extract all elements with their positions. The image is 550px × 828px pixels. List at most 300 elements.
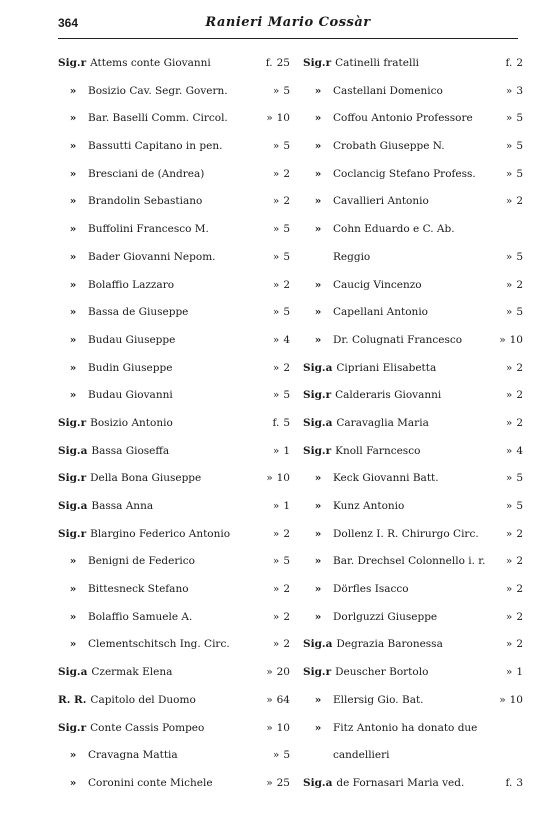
donor-name: Blargino Federico Antonio: [90, 527, 231, 540]
donation-amount: [260, 413, 290, 433]
currency-mark: »: [266, 776, 273, 789]
donation-amount: [493, 219, 523, 239]
amount-value: 2: [283, 278, 290, 291]
donor-entry: [58, 330, 290, 358]
donation-amount: [260, 219, 290, 239]
page-number: 364: [58, 16, 79, 30]
title-prefix: »: [69, 223, 77, 236]
currency-mark: »: [505, 84, 513, 97]
donor-name: Reggio: [333, 250, 371, 263]
amount-value: 2: [516, 195, 523, 208]
donor-entry: [303, 496, 523, 524]
title-prefix: Sig.r: [58, 527, 87, 540]
donor-name: Attems conte Giovanni: [90, 57, 211, 69]
donation-amount: [493, 468, 523, 488]
donor-name: Crobath Giuseppe N.: [333, 140, 445, 153]
donation-amount: [260, 690, 290, 710]
donation-amount: [493, 662, 523, 682]
donation-amount: [260, 496, 290, 516]
amount-value: 2: [283, 610, 290, 623]
currency-mark: »: [505, 583, 513, 596]
title-prefix: »: [69, 638, 77, 651]
currency-mark: »: [505, 555, 513, 568]
title-prefix: »: [69, 555, 77, 568]
donation-amount: [493, 524, 523, 544]
donor-name: Bassa Gioseffa: [91, 444, 170, 457]
amount-value: 2: [516, 389, 523, 402]
title-prefix: Sig.a: [58, 666, 88, 679]
amount-value: 2: [283, 361, 290, 374]
amount-value: 5: [283, 389, 290, 402]
amount-value: 5: [283, 250, 290, 263]
donation-amount: [260, 275, 290, 295]
donation-amount: [260, 468, 290, 488]
amount-value: 5: [516, 167, 523, 180]
donation-amount: [493, 607, 523, 627]
donor-entry: [303, 634, 523, 662]
currency-mark: »: [505, 527, 513, 540]
donor-entry: [58, 358, 290, 386]
header-rule: [58, 38, 518, 39]
donation-amount: [260, 441, 290, 461]
amount-value: 20: [276, 666, 290, 679]
donor-entry: [303, 247, 523, 275]
donor-name: Bittesneck Stefano: [88, 583, 189, 596]
donor-entry: [58, 634, 290, 662]
donor-entry: [58, 247, 290, 275]
donor-name: Ellersig Gio. Bat.: [333, 693, 424, 706]
amount-value: 5: [283, 84, 290, 97]
donor-name: Cohn Eduardo e C. Ab.: [333, 223, 455, 236]
donor-entry: [303, 108, 523, 136]
donation-amount: [493, 718, 523, 738]
title-prefix: »: [314, 195, 322, 208]
donation-amount: [260, 164, 290, 184]
title-prefix: Sig.a: [303, 416, 333, 429]
amount-value: 4: [516, 444, 523, 457]
title-prefix: R. R.: [58, 693, 87, 706]
donor-entry: [303, 468, 523, 496]
title-prefix: Sig.a: [58, 500, 88, 512]
donor-entry: [58, 579, 290, 607]
currency-mark: »: [505, 278, 513, 291]
currency-mark: »: [272, 250, 280, 263]
amount-value: 5: [283, 555, 290, 568]
currency-mark: »: [272, 500, 280, 512]
currency-mark: [519, 749, 523, 761]
currency-mark: »: [266, 666, 273, 679]
donor-name: Fitz Antonio ha donato due: [333, 721, 478, 734]
amount-value: 5: [283, 416, 290, 429]
title-prefix: »: [69, 278, 77, 291]
amount-value: 5: [516, 250, 523, 263]
donor-name: Bresciani de (Andrea): [88, 167, 205, 180]
donor-entry: [303, 302, 523, 330]
title-prefix: »: [69, 776, 77, 789]
donor-name: Buffolini Francesco M.: [88, 223, 209, 236]
currency-mark: »: [272, 361, 280, 374]
amount-value: 5: [516, 306, 523, 319]
title-prefix: »: [314, 333, 322, 346]
donor-name: Dorlguzzi Giuseppe: [333, 610, 438, 623]
currency-mark: »: [505, 610, 513, 623]
currency-mark: »: [266, 693, 273, 706]
amount-value: 10: [509, 333, 523, 346]
donor-name: Bosizio Cav. Segr. Govern.: [88, 84, 228, 97]
amount-value: 2: [283, 195, 290, 208]
currency-mark: »: [272, 195, 280, 208]
currency-mark: »: [272, 610, 280, 623]
donor-entry: [58, 302, 290, 330]
donation-amount: [493, 108, 523, 128]
donor-entry: [303, 136, 523, 164]
donation-amount: [260, 718, 290, 738]
currency-mark: »: [505, 140, 513, 153]
donor-name: Bar. Drechsel Colonnello i. r.: [333, 555, 486, 568]
donation-amount: [493, 634, 523, 654]
amount-value: 1: [283, 444, 290, 457]
amount-value: 5: [283, 223, 290, 236]
title-prefix: »: [314, 721, 322, 734]
donor-name: Coronini conte Michele: [88, 776, 213, 789]
title-prefix: »: [69, 333, 77, 346]
currency-mark: »: [272, 527, 280, 540]
donation-amount: [493, 275, 523, 295]
donor-entry: [58, 496, 290, 524]
amount-value: 10: [276, 112, 290, 125]
title-prefix: »: [314, 84, 322, 97]
amount-value: 1: [516, 666, 523, 679]
donation-amount: [260, 745, 290, 765]
donor-name: Budin Giuseppe: [88, 361, 173, 374]
currency-mark: »: [505, 167, 513, 180]
donor-name: Keck Giovanni Batt.: [333, 472, 439, 485]
donation-amount: [493, 358, 523, 378]
donation-amount: [260, 81, 290, 101]
donor-entry: [303, 745, 523, 773]
donation-amount: [260, 191, 290, 211]
amount-value: 5: [283, 749, 290, 762]
donor-name: Della Bona Giuseppe: [90, 472, 202, 485]
title-prefix: »: [314, 555, 322, 568]
donor-entry: [303, 358, 523, 386]
donor-name: Bassutti Capitano in pen.: [88, 140, 223, 153]
donation-amount: [260, 330, 290, 350]
currency-mark: »: [266, 112, 273, 125]
donation-amount: [260, 551, 290, 571]
title-prefix: »: [69, 389, 77, 402]
donor-name: Knoll Farncesco: [335, 444, 421, 457]
donor-name: Castellani Domenico: [333, 84, 443, 97]
left-column: [58, 53, 290, 801]
title-prefix: »: [69, 195, 77, 208]
donation-amount: [493, 247, 523, 267]
amount-value: 5: [516, 500, 523, 512]
currency-mark: »: [505, 444, 513, 457]
amount-value: 2: [516, 638, 523, 651]
donor-name: Cipriani Elisabetta: [336, 361, 437, 374]
donor-entry: [58, 413, 290, 441]
donor-name: Bosizio Antonio: [90, 416, 173, 429]
donor-entry: [303, 773, 523, 801]
amount-value: 2: [516, 361, 523, 374]
amount-value: 3: [516, 776, 523, 789]
currency-mark: »: [505, 112, 513, 125]
donation-amount: [493, 551, 523, 571]
title-prefix: »: [314, 583, 322, 596]
donation-amount: [260, 634, 290, 654]
amount-value: 2: [283, 638, 290, 651]
amount-value: 2: [516, 416, 523, 429]
donation-amount: [260, 524, 290, 544]
currency-mark: »: [266, 721, 273, 734]
title-prefix: Sig.r: [303, 444, 332, 457]
donor-entry: [58, 524, 290, 552]
donor-name: Benigni de Federico: [88, 555, 195, 568]
currency-mark: »: [272, 583, 280, 596]
donation-amount: [493, 302, 523, 322]
amount-value: 2: [516, 583, 523, 596]
currency-mark: f.: [272, 416, 280, 429]
donor-name: Conte Cassis Pompeo: [90, 721, 205, 734]
currency-mark: »: [272, 389, 280, 402]
donor-entry: [58, 745, 290, 773]
title-prefix: »: [314, 167, 322, 180]
currency-mark: f.: [505, 57, 513, 69]
amount-value: 10: [276, 721, 290, 734]
donor-name: Czermak Elena: [91, 666, 173, 679]
donor-entry: [58, 773, 290, 801]
title-prefix: »: [314, 500, 322, 512]
donor-entry: [58, 191, 290, 219]
title-prefix: Sig.r: [58, 721, 87, 734]
donor-entry: [303, 718, 523, 746]
donor-entry: [58, 164, 290, 192]
donor-name: Capellani Antonio: [333, 306, 428, 319]
currency-mark: »: [272, 749, 280, 762]
donation-amount: [493, 773, 523, 793]
donor-entry: [303, 164, 523, 192]
donation-amount: [260, 385, 290, 405]
currency-mark: »: [505, 250, 513, 263]
amount-value: 2: [516, 555, 523, 568]
donor-name: Deuscher Bortolo: [335, 666, 429, 679]
donation-amount: [260, 108, 290, 128]
title-prefix: »: [314, 527, 322, 540]
donation-amount: [260, 773, 290, 793]
donor-entry: [303, 81, 523, 109]
currency-mark: »: [505, 500, 513, 512]
donor-entry: [303, 551, 523, 579]
donor-entry: [58, 385, 290, 413]
donor-name: Caucig Vincenzo: [333, 278, 422, 291]
title-prefix: »: [314, 140, 322, 153]
donation-amount: [493, 496, 523, 516]
title-prefix: »: [314, 278, 322, 291]
amount-value: 5: [516, 140, 523, 153]
currency-mark: »: [272, 306, 280, 319]
title-prefix: »: [314, 610, 322, 623]
title-prefix: Sig.r: [58, 416, 87, 429]
amount-value: 64: [276, 693, 290, 706]
donation-amount: [493, 413, 523, 433]
title-prefix: »: [69, 140, 77, 153]
title-prefix: Sig.r: [303, 389, 332, 402]
donation-amount: [260, 247, 290, 267]
donor-name: Clementschitsch Ing. Circ.: [88, 638, 230, 651]
donor-name: Catinelli fratelli: [335, 57, 420, 69]
currency-mark: [519, 223, 523, 235]
donor-entry: [58, 81, 290, 109]
title-prefix: Sig.a: [58, 444, 88, 457]
donor-name: Bolaffio Lazzaro: [88, 278, 175, 291]
amount-value: 5: [516, 112, 523, 125]
title-prefix: Sig.r: [58, 57, 87, 69]
donor-name: Budau Giuseppe: [88, 333, 176, 346]
title-prefix: »: [314, 223, 322, 236]
currency-mark: »: [272, 555, 280, 568]
title-prefix: »: [314, 112, 322, 125]
currency-mark: »: [272, 444, 280, 457]
donation-amount: [493, 745, 523, 765]
donation-amount: [493, 136, 523, 156]
currency-mark: »: [505, 416, 513, 429]
title-prefix: »: [69, 749, 77, 762]
currency-mark: f.: [505, 776, 513, 789]
currency-mark: »: [499, 333, 506, 346]
title-prefix: »: [69, 84, 77, 97]
donor-name: Bar. Baselli Comm. Circol.: [88, 112, 228, 125]
donation-amount: [260, 53, 290, 73]
amount-value: 2: [516, 610, 523, 623]
donor-name: Kunz Antonio: [333, 500, 405, 512]
donation-amount: [260, 302, 290, 322]
currency-mark: »: [272, 84, 280, 97]
donor-entry: [303, 191, 523, 219]
amount-value: 5: [283, 140, 290, 153]
donor-name: Caravaglia Maria: [336, 416, 429, 429]
currency-mark: »: [505, 306, 513, 319]
currency-mark: »: [272, 278, 280, 291]
donor-name: candellieri: [333, 749, 390, 762]
title-prefix: »: [69, 610, 77, 623]
donation-amount: [493, 579, 523, 599]
donor-name: Dörfles Isacco: [333, 583, 409, 596]
amount-value: 10: [509, 693, 523, 706]
amount-value: 4: [283, 333, 290, 346]
currency-mark: »: [505, 666, 513, 679]
donor-entry: [303, 219, 523, 247]
title-prefix: »: [314, 306, 322, 319]
donor-name: Brandolin Sebastiano: [88, 195, 203, 208]
amount-value: 2: [283, 527, 290, 540]
amount-value: 2: [283, 167, 290, 180]
title-prefix: »: [69, 250, 77, 263]
donor-entry: [58, 662, 290, 690]
currency-mark: »: [272, 638, 280, 651]
donor-entry: [303, 607, 523, 635]
title-prefix: »: [69, 306, 77, 319]
donation-amount: [493, 441, 523, 461]
donor-name: Dollenz I. R. Chirurgo Circ.: [333, 527, 479, 540]
currency-mark: »: [505, 389, 513, 402]
currency-mark: [519, 722, 523, 734]
currency-mark: »: [499, 693, 506, 706]
title-prefix: Sig.r: [58, 472, 87, 485]
donor-entry: [303, 330, 523, 358]
running-title: Ranieri Mario Cossàr: [205, 15, 371, 30]
currency-mark: »: [272, 140, 280, 153]
title-prefix: »: [69, 167, 77, 180]
title-prefix: Sig.a: [303, 776, 333, 789]
donor-name: Bader Giovanni Nepom.: [88, 250, 216, 263]
currency-mark: »: [505, 638, 513, 651]
currency-mark: »: [272, 167, 280, 180]
donation-amount: [493, 690, 523, 710]
amount-value: 2: [516, 278, 523, 291]
donation-amount: [260, 358, 290, 378]
donor-entry: [303, 690, 523, 718]
donor-entry: [58, 219, 290, 247]
donation-amount: [493, 81, 523, 101]
donor-entry: [58, 468, 290, 496]
donor-entry: [58, 607, 290, 635]
donor-entry: [303, 579, 523, 607]
donor-entry: [58, 718, 290, 746]
donor-entry: [303, 441, 523, 469]
donation-amount: [493, 385, 523, 405]
right-column: [303, 53, 523, 801]
donor-entry: [58, 53, 290, 81]
currency-mark: »: [266, 472, 273, 485]
donation-amount: [493, 53, 523, 73]
amount-value: 10: [276, 472, 290, 485]
donor-name: Cravagna Mattia: [88, 749, 178, 762]
donor-name: Cavallieri Antonio: [333, 195, 429, 208]
amount-value: 5: [283, 306, 290, 319]
donation-amount: [260, 662, 290, 682]
title-prefix: »: [314, 472, 322, 485]
amount-value: 1: [283, 500, 290, 512]
currency-mark: »: [272, 333, 280, 346]
currency-mark: »: [505, 195, 513, 208]
donation-amount: [260, 607, 290, 627]
title-prefix: Sig.r: [303, 57, 332, 69]
donor-name: Bassa de Giuseppe: [88, 306, 189, 319]
donor-entry: [58, 690, 290, 718]
amount-value: 25: [276, 776, 290, 789]
donor-entry: [303, 53, 523, 81]
amount-value: 2: [516, 57, 523, 69]
donor-entry: [303, 385, 523, 413]
amount-value: 3: [516, 84, 523, 97]
donor-name: Budau Giovanni: [88, 389, 173, 402]
title-prefix: Sig.a: [303, 361, 333, 374]
title-prefix: »: [69, 583, 77, 596]
amount-value: 2: [283, 583, 290, 596]
amount-value: 5: [516, 472, 523, 485]
donor-name: Calderaris Giovanni: [335, 389, 442, 402]
currency-mark: »: [505, 472, 513, 485]
donor-name: Coclancig Stefano Profess.: [333, 167, 476, 180]
currency-mark: »: [272, 223, 280, 236]
donation-amount: [493, 164, 523, 184]
donor-entry: [303, 662, 523, 690]
title-prefix: »: [314, 693, 322, 706]
donor-name: Degrazia Baronessa: [336, 638, 443, 651]
donation-amount: [493, 191, 523, 211]
title-prefix: Sig.r: [303, 666, 332, 679]
